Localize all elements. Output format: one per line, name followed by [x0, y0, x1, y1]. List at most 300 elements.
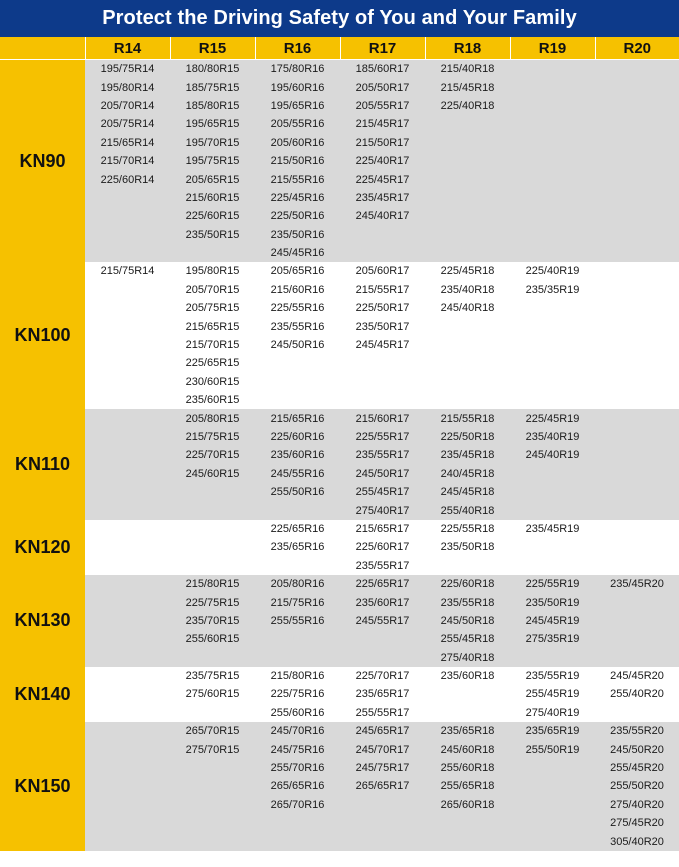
tire-size-cell: [85, 207, 170, 225]
tire-size-cell: [170, 814, 255, 832]
tire-size-cell: [85, 814, 170, 832]
table-row: [0, 446, 679, 464]
tire-size-cell: [255, 501, 340, 519]
tire-size-cell: [595, 244, 679, 262]
tire-size-cell: [85, 704, 170, 722]
tire-size-cell: 235/55R17: [340, 557, 425, 575]
tire-size-cell: 235/40R19: [510, 428, 595, 446]
tire-size-cell: 255/60R16: [255, 704, 340, 722]
table-row: [0, 317, 679, 335]
tire-size-cell: 235/45R19: [510, 520, 595, 538]
tire-size-cell: 185/60R17: [340, 60, 425, 79]
tire-size-cell: [255, 649, 340, 667]
table-row: [0, 60, 679, 79]
tire-size-cell: [510, 373, 595, 391]
table-row: [0, 134, 679, 152]
header-row: [0, 37, 679, 60]
tire-size-cell: 235/50R18: [425, 538, 510, 556]
tire-size-cell: [255, 630, 340, 648]
tire-size-cell: 205/80R15: [170, 409, 255, 427]
table-row: [0, 777, 679, 795]
model-group: [0, 667, 679, 722]
tire-size-cell: 215/50R17: [340, 134, 425, 152]
tire-size-cell: [85, 226, 170, 244]
table-row: [0, 557, 679, 575]
tire-size-cell: [510, 244, 595, 262]
tire-size-cell: [85, 299, 170, 317]
model-group: [0, 409, 679, 519]
tire-size-cell: [425, 244, 510, 262]
tire-size-cell: [510, 78, 595, 96]
tire-size-cell: [255, 373, 340, 391]
tire-size-cell: [85, 667, 170, 685]
tire-size-cell: [595, 649, 679, 667]
tire-size-cell: [85, 354, 170, 372]
tire-size-cell: 195/75R15: [170, 152, 255, 170]
tire-size-cell: [510, 777, 595, 795]
tire-size-cell: 245/45R16: [255, 244, 340, 262]
tire-size-cell: [85, 446, 170, 464]
tire-size-cell: 265/60R18: [425, 796, 510, 814]
tire-size-cell: 245/55R17: [340, 612, 425, 630]
tire-size-cell: 265/65R16: [255, 777, 340, 795]
tire-size-cell: 215/60R16: [255, 281, 340, 299]
tire-size-cell: [595, 317, 679, 335]
tire-size-cell: 275/40R18: [425, 649, 510, 667]
tire-size-cell: 235/55R18: [425, 593, 510, 611]
tire-size-cell: 180/80R15: [170, 60, 255, 79]
tire-size-cell: [85, 612, 170, 630]
tire-size-cell: [510, 759, 595, 777]
tire-size-cell: 225/60R14: [85, 170, 170, 188]
tire-size-cell: 245/55R16: [255, 465, 340, 483]
tire-size-cell: 205/70R15: [170, 281, 255, 299]
table-row: [0, 832, 679, 850]
tire-size-cell: 245/45R18: [425, 483, 510, 501]
tire-size-cell: [510, 207, 595, 225]
tire-size-cell: 195/75R14: [85, 60, 170, 79]
table-row: [0, 115, 679, 133]
tire-size-cell: 205/80R16: [255, 575, 340, 593]
tire-size-cell: [510, 649, 595, 667]
tire-size-cell: 215/60R17: [340, 409, 425, 427]
tire-size-cell: 205/55R17: [340, 97, 425, 115]
tire-size-cell: [340, 832, 425, 850]
header-corner: [0, 37, 85, 60]
tire-size-cell: 235/65R17: [340, 685, 425, 703]
model-label: KN110: [0, 409, 85, 519]
tire-size-cell: 245/65R17: [340, 722, 425, 740]
tire-size-cell: [510, 465, 595, 483]
tire-size-cell: 225/40R19: [510, 262, 595, 280]
tire-size-cell: [85, 409, 170, 427]
table-row: [0, 207, 679, 225]
tire-size-cell: [425, 115, 510, 133]
tire-size-cell: [85, 593, 170, 611]
tire-size-cell: [85, 483, 170, 501]
tire-size-cell: 215/50R16: [255, 152, 340, 170]
tire-size-cell: 255/70R16: [255, 759, 340, 777]
tire-size-cell: [595, 538, 679, 556]
tire-size-cell: 225/70R17: [340, 667, 425, 685]
tire-size-cell: 240/45R18: [425, 465, 510, 483]
tire-size-cell: 215/60R15: [170, 189, 255, 207]
tire-size-cell: 205/65R16: [255, 262, 340, 280]
tire-size-cell: 255/45R17: [340, 483, 425, 501]
tire-size-cell: [595, 262, 679, 280]
table-row: [0, 226, 679, 244]
tire-size-cell: 255/65R18: [425, 777, 510, 795]
tire-size-cell: 235/60R16: [255, 446, 340, 464]
tire-size-cell: 205/75R15: [170, 299, 255, 317]
table-row: [0, 759, 679, 777]
tire-size-cell: [595, 134, 679, 152]
tire-size-cell: [510, 832, 595, 850]
tire-size-cell: 255/50R20: [595, 777, 679, 795]
table-row: [0, 97, 679, 115]
column-header-r16: R16: [255, 37, 340, 60]
tire-size-cell: [595, 557, 679, 575]
tire-size-cell: [595, 354, 679, 372]
model-group: [0, 60, 679, 263]
tire-size-cell: [510, 391, 595, 409]
tire-size-cell: 185/75R15: [170, 78, 255, 96]
tire-size-cell: 215/45R17: [340, 115, 425, 133]
tire-size-cell: 225/70R15: [170, 446, 255, 464]
tire-size-cell: [510, 226, 595, 244]
tire-size-cell: [170, 832, 255, 850]
tire-size-cell: 215/40R18: [425, 60, 510, 79]
tire-size-cell: [85, 759, 170, 777]
model-label: KN90: [0, 60, 85, 263]
tire-size-cell: [340, 796, 425, 814]
tire-size-cell: [170, 538, 255, 556]
table-header: [0, 37, 679, 60]
tire-size-cell: [425, 170, 510, 188]
table-row: [0, 667, 679, 685]
tire-size-cell: 235/50R17: [340, 317, 425, 335]
tire-size-cell: [340, 373, 425, 391]
tire-size-cell: 235/50R15: [170, 226, 255, 244]
tire-size-cell: [595, 97, 679, 115]
tire-size-cell: 225/55R16: [255, 299, 340, 317]
tire-size-cell: [595, 428, 679, 446]
tire-size-cell: 225/55R19: [510, 575, 595, 593]
tire-size-cell: [425, 336, 510, 354]
tire-size-cell: 235/65R16: [255, 538, 340, 556]
tire-size-cell: [170, 557, 255, 575]
table-row: [0, 428, 679, 446]
tire-size-cell: [595, 409, 679, 427]
tire-size-cell: [425, 685, 510, 703]
tire-size-cell: [170, 649, 255, 667]
table-row: [0, 483, 679, 501]
tire-size-cell: 265/65R17: [340, 777, 425, 795]
tire-size-cell: 215/55R16: [255, 170, 340, 188]
tire-size-cell: [425, 354, 510, 372]
tire-size-cell: 225/45R18: [425, 262, 510, 280]
tire-size-cell: [85, 520, 170, 538]
tire-size-cell: 215/65R16: [255, 409, 340, 427]
tire-size-cell: 245/50R16: [255, 336, 340, 354]
tire-size-cell: [425, 832, 510, 850]
tire-size-cell: 235/45R18: [425, 446, 510, 464]
tire-size-cell: [510, 152, 595, 170]
table-row: [0, 796, 679, 814]
tire-size-cell: 225/65R17: [340, 575, 425, 593]
tire-size-cell: [510, 317, 595, 335]
tire-size-cell: [425, 189, 510, 207]
tire-size-cell: 225/60R16: [255, 428, 340, 446]
tire-size-cell: 275/35R19: [510, 630, 595, 648]
tire-size-cell: [510, 814, 595, 832]
tire-size-cell: [595, 207, 679, 225]
tire-size-cell: [595, 704, 679, 722]
tire-size-cell: 265/70R16: [255, 796, 340, 814]
tire-size-cell: [85, 538, 170, 556]
tire-size-cell: 275/60R15: [170, 685, 255, 703]
table-row: [0, 336, 679, 354]
tire-size-cell: [510, 170, 595, 188]
tire-size-cell: [85, 428, 170, 446]
tire-size-cell: 275/40R17: [340, 501, 425, 519]
tire-size-cell: 215/45R18: [425, 78, 510, 96]
tire-size-cell: 205/55R16: [255, 115, 340, 133]
tire-size-cell: 275/40R19: [510, 704, 595, 722]
tire-size-cell: 255/40R18: [425, 501, 510, 519]
tire-size-cell: [170, 483, 255, 501]
tire-size-cell: 255/45R20: [595, 759, 679, 777]
tire-size-cell: [510, 134, 595, 152]
tire-size-cell: 245/60R18: [425, 740, 510, 758]
table-row: [0, 170, 679, 188]
tire-size-cell: 215/75R14: [85, 262, 170, 280]
tire-size-cell: 215/70R14: [85, 152, 170, 170]
tire-size-cell: 235/60R18: [425, 667, 510, 685]
tire-size-cell: [510, 189, 595, 207]
tire-size-cell: [85, 630, 170, 648]
tire-size-cell: 245/45R17: [340, 336, 425, 354]
tire-size-cell: [85, 317, 170, 335]
tire-size-cell: 235/45R17: [340, 189, 425, 207]
tire-size-cell: [595, 336, 679, 354]
tire-size-cell: 235/45R20: [595, 575, 679, 593]
tire-size-cell: [425, 207, 510, 225]
tire-size-cell: 225/45R17: [340, 170, 425, 188]
table-row: [0, 465, 679, 483]
tire-size-cell: [425, 391, 510, 409]
table-row: [0, 575, 679, 593]
tire-size-cell: 245/50R17: [340, 465, 425, 483]
tire-size-cell: [595, 299, 679, 317]
tire-size-cell: 225/75R15: [170, 593, 255, 611]
tire-size-cell: 215/75R15: [170, 428, 255, 446]
tire-size-cell: [425, 557, 510, 575]
column-header-r18: R18: [425, 37, 510, 60]
tire-size-cell: [340, 814, 425, 832]
table-row: [0, 354, 679, 372]
tire-size-cell: [255, 814, 340, 832]
tire-size-cell: [595, 373, 679, 391]
tire-size-cell: [595, 483, 679, 501]
table-row: [0, 630, 679, 648]
tire-size-cell: [595, 465, 679, 483]
tire-size-cell: 245/70R17: [340, 740, 425, 758]
tire-size-cell: [425, 152, 510, 170]
tire-size-cell: 245/75R17: [340, 759, 425, 777]
tire-size-cell: 245/45R20: [595, 667, 679, 685]
tire-size-cell: 235/60R17: [340, 593, 425, 611]
tire-size-cell: [85, 391, 170, 409]
tire-size-cell: [255, 391, 340, 409]
tire-size-cell: [85, 722, 170, 740]
model-group: [0, 520, 679, 575]
tire-size-cell: [595, 520, 679, 538]
tire-size-cell: 195/80R14: [85, 78, 170, 96]
tire-size-cell: [170, 244, 255, 262]
tire-size-cell: 245/40R17: [340, 207, 425, 225]
tire-size-cell: [85, 281, 170, 299]
tire-size-cell: 245/60R15: [170, 465, 255, 483]
tire-size-cell: 235/55R19: [510, 667, 595, 685]
tire-size-cell: 235/55R16: [255, 317, 340, 335]
tire-size-cell: 245/45R19: [510, 612, 595, 630]
tire-size-cell: [85, 685, 170, 703]
tire-size-cell: [595, 60, 679, 79]
tire-size-cell: [510, 336, 595, 354]
model-label: KN100: [0, 262, 85, 409]
tire-size-cell: [340, 649, 425, 667]
tire-size-cell: [85, 649, 170, 667]
tire-size-cell: 225/40R18: [425, 97, 510, 115]
tire-size-cell: [85, 336, 170, 354]
tire-size-cell: 235/40R18: [425, 281, 510, 299]
tire-size-cell: 245/50R18: [425, 612, 510, 630]
tire-size-cell: [425, 373, 510, 391]
tire-size-cell: [85, 740, 170, 758]
table-row: [0, 704, 679, 722]
table-row: [0, 281, 679, 299]
tire-size-cell: 205/75R14: [85, 115, 170, 133]
column-header-r14: R14: [85, 37, 170, 60]
tire-size-cell: [85, 557, 170, 575]
tire-size-cell: [340, 244, 425, 262]
tire-size-cell: 275/70R15: [170, 740, 255, 758]
tire-size-cell: 225/55R18: [425, 520, 510, 538]
tire-size-cell: 215/75R16: [255, 593, 340, 611]
table-row: [0, 685, 679, 703]
tire-size-cell: 235/35R19: [510, 281, 595, 299]
tire-size-cell: 255/60R15: [170, 630, 255, 648]
tire-size-cell: [85, 575, 170, 593]
tire-size-cell: 215/65R17: [340, 520, 425, 538]
tire-size-cell: 225/60R15: [170, 207, 255, 225]
tire-size-cell: 205/65R15: [170, 170, 255, 188]
tire-size-cell: 265/70R15: [170, 722, 255, 740]
tire-size-cell: [170, 501, 255, 519]
model-label: KN120: [0, 520, 85, 575]
page-title-banner: [0, 0, 679, 37]
model-label: KN140: [0, 667, 85, 722]
table-row: [0, 244, 679, 262]
tire-size-cell: [425, 814, 510, 832]
tire-size-cell: 235/75R15: [170, 667, 255, 685]
tire-size-cell: [510, 97, 595, 115]
tire-size-cell: 235/55R20: [595, 722, 679, 740]
tire-size-cell: 195/65R16: [255, 97, 340, 115]
tire-size-cell: [85, 244, 170, 262]
model-label: KN130: [0, 575, 85, 667]
page-title: Protect the Driving Safety of You and Your Family: [102, 7, 577, 29]
tire-size-cell: 225/60R17: [340, 538, 425, 556]
table-row: [0, 152, 679, 170]
tire-size-cell: [595, 501, 679, 519]
table-row: [0, 409, 679, 427]
tire-size-cell: [85, 373, 170, 391]
tire-size-cell: 185/80R15: [170, 97, 255, 115]
tire-size-cell: 305/40R20: [595, 832, 679, 850]
tire-size-cell: 230/60R15: [170, 373, 255, 391]
tire-size-cell: [510, 60, 595, 79]
tire-size-cell: 255/50R16: [255, 483, 340, 501]
model-label: KN150: [0, 722, 85, 851]
tire-size-cell: 225/65R16: [255, 520, 340, 538]
tire-size-cell: 275/45R20: [595, 814, 679, 832]
tire-size-cell: 245/50R20: [595, 740, 679, 758]
tire-size-cell: 215/55R17: [340, 281, 425, 299]
tire-size-cell: [510, 354, 595, 372]
tire-size-cell: [510, 796, 595, 814]
tire-size-cell: [85, 465, 170, 483]
tire-size-cell: 255/45R18: [425, 630, 510, 648]
tire-size-cell: 225/45R16: [255, 189, 340, 207]
tire-size-cell: 205/70R14: [85, 97, 170, 115]
column-header-r19: R19: [510, 37, 595, 60]
tire-size-cell: 255/60R18: [425, 759, 510, 777]
tire-size-cell: [85, 777, 170, 795]
column-header-r15: R15: [170, 37, 255, 60]
tire-size-cell: [595, 189, 679, 207]
tire-size-cell: [85, 796, 170, 814]
tire-size-cell: [170, 520, 255, 538]
tire-size-cell: 235/70R15: [170, 612, 255, 630]
table-row: [0, 520, 679, 538]
model-group: [0, 262, 679, 409]
table-row: [0, 189, 679, 207]
tire-size-cell: [85, 501, 170, 519]
tire-size-cell: 215/65R14: [85, 134, 170, 152]
tire-size-cell: 195/60R16: [255, 78, 340, 96]
model-group: [0, 722, 679, 851]
table-row: [0, 649, 679, 667]
tire-size-cell: 255/40R20: [595, 685, 679, 703]
tire-size-cell: 215/80R15: [170, 575, 255, 593]
tire-size-cell: [510, 483, 595, 501]
tire-size-cell: [340, 391, 425, 409]
tire-size-cell: 235/60R15: [170, 391, 255, 409]
tire-size-cell: 195/65R15: [170, 115, 255, 133]
tire-size-cell: [340, 630, 425, 648]
tire-size-cell: 195/70R15: [170, 134, 255, 152]
tire-size-table: [0, 37, 679, 851]
tire-size-cell: 255/55R17: [340, 704, 425, 722]
table-row: [0, 78, 679, 96]
table-row: [0, 722, 679, 740]
tire-size-cell: [595, 593, 679, 611]
column-header-r17: R17: [340, 37, 425, 60]
table-row: [0, 612, 679, 630]
tire-size-cell: [595, 115, 679, 133]
